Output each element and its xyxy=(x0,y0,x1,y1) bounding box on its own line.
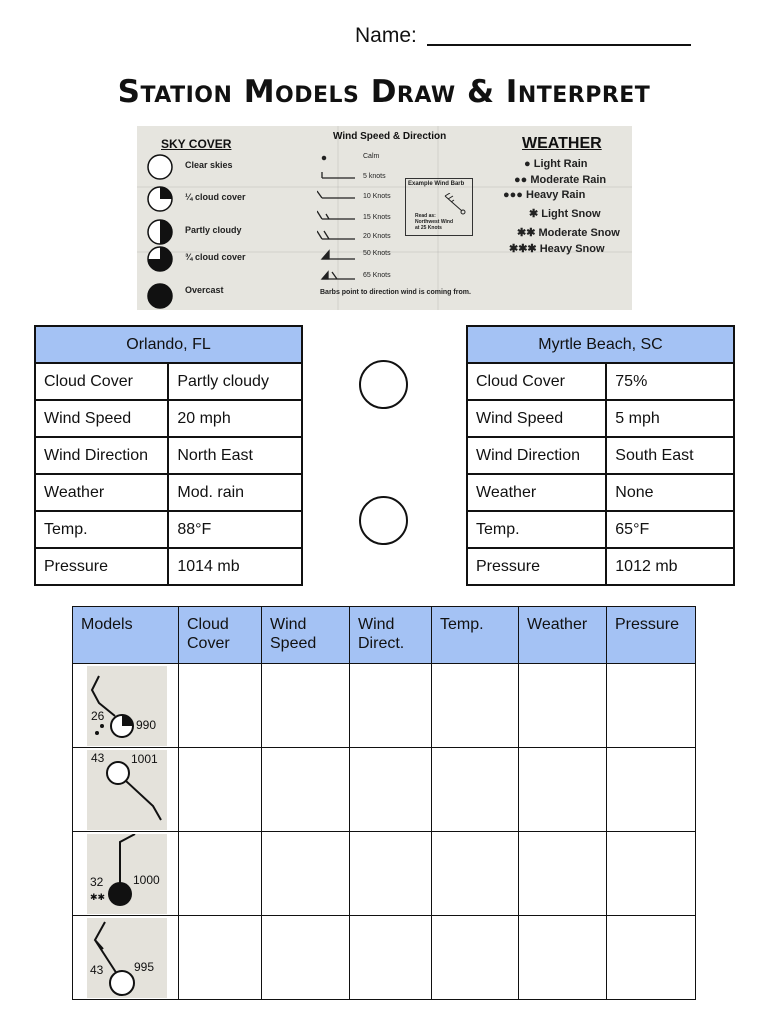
answer-cell[interactable] xyxy=(432,748,519,832)
table-row xyxy=(73,832,696,916)
weather-item-light-rain: ● Light Rain xyxy=(524,158,588,170)
sky-item-three-quarter: ¾ cloud cover xyxy=(185,252,246,262)
table-row xyxy=(73,664,696,748)
answer-cell[interactable] xyxy=(432,664,519,748)
orlando-city: Orlando, FL xyxy=(35,326,302,363)
answer-cell[interactable] xyxy=(179,832,262,916)
station-model-2 xyxy=(87,750,167,830)
light-rain-icon: ● xyxy=(524,158,531,170)
weather-item-moderate-rain: ●● Moderate Rain xyxy=(514,174,607,186)
model-1-temp: 26 xyxy=(91,709,105,723)
row-label: Weather xyxy=(35,474,168,511)
heavy-snow-icon: ✱✱✱ xyxy=(509,243,537,255)
model-1-pressure: 990 xyxy=(136,718,157,732)
table-row xyxy=(467,511,734,548)
row-value: 20 mph xyxy=(168,400,302,437)
model-4-pressure: 995 xyxy=(134,960,155,974)
row-label: Cloud Cover xyxy=(35,363,168,400)
row-label: Wind Speed xyxy=(35,400,168,437)
sky-cover-symbols xyxy=(144,151,178,310)
answer-cell[interactable] xyxy=(519,664,607,748)
row-label: Wind Direction xyxy=(467,437,606,474)
col-header-pressure: Pressure xyxy=(607,607,696,664)
model-3-pressure: 1000 xyxy=(133,873,160,887)
myrtle-city: Myrtle Beach, SC xyxy=(467,326,734,363)
answer-cell[interactable] xyxy=(179,748,262,832)
row-label: Temp. xyxy=(35,511,168,548)
answer-cell[interactable] xyxy=(350,832,432,916)
example-wind-barb-box xyxy=(405,178,473,236)
sky-item-clear: Clear skies xyxy=(185,160,233,170)
model-2-pressure: 1001 xyxy=(131,752,158,766)
wind-item-50: 50 Knots xyxy=(363,250,391,257)
answer-cell[interactable] xyxy=(262,664,350,748)
row-value: 88°F xyxy=(168,511,302,548)
wind-heading: Wind Speed & Direction xyxy=(333,131,447,142)
weather-item-heavy-rain: ●●● Heavy Rain xyxy=(503,189,586,201)
table-row xyxy=(35,474,302,511)
answer-cell[interactable] xyxy=(519,748,607,832)
weather-heading: WEATHER xyxy=(522,135,602,152)
example-speed: at 25 Knots xyxy=(415,225,442,231)
col-header-wind-direction: Wind Direct. xyxy=(350,607,432,664)
row-value: 65°F xyxy=(606,511,734,548)
station-model-3 xyxy=(87,834,167,914)
answer-cell[interactable] xyxy=(179,916,262,1000)
col-header-weather: Weather xyxy=(519,607,607,664)
sky-item-overcast: Overcast xyxy=(185,285,224,295)
table-row xyxy=(35,363,302,400)
myrtle-station-model-circle[interactable] xyxy=(359,496,408,545)
wind-item-20: 20 Knots xyxy=(363,233,391,240)
row-label: Wind Speed xyxy=(467,400,606,437)
row-value: 1012 mb xyxy=(606,548,734,585)
table-row xyxy=(73,748,696,832)
answer-cell[interactable] xyxy=(179,664,262,748)
answer-cell[interactable] xyxy=(350,748,432,832)
table-row xyxy=(467,474,734,511)
row-value: 5 mph xyxy=(606,400,734,437)
table-row xyxy=(467,363,734,400)
row-label: Pressure xyxy=(35,548,168,585)
answer-cell[interactable] xyxy=(519,916,607,1000)
model-2-temp: 43 xyxy=(91,751,105,765)
answer-cell[interactable] xyxy=(607,916,696,1000)
clear-skies-icon xyxy=(148,155,172,179)
col-header-cloud-cover: Cloud Cover xyxy=(179,607,262,664)
example-title: Example Wind Barb xyxy=(408,181,465,187)
model-cell xyxy=(73,916,179,1000)
answer-cell[interactable] xyxy=(607,748,696,832)
heavy-rain-icon: ●●● xyxy=(503,189,523,201)
answer-cell[interactable] xyxy=(432,916,519,1000)
wind-note: Barbs point to direction wind is coming from. xyxy=(320,289,471,296)
table-row xyxy=(467,437,734,474)
row-label: Weather xyxy=(467,474,606,511)
model-4-temp: 43 xyxy=(90,963,104,977)
table-row xyxy=(35,548,302,585)
weather-item-moderate-snow: ✱✱ Moderate Snow xyxy=(517,227,620,239)
light-snow-icon: ✱ xyxy=(529,208,539,220)
model-cell xyxy=(73,664,179,748)
answer-cell[interactable] xyxy=(262,916,350,1000)
row-value: 75% xyxy=(606,363,734,400)
table-row xyxy=(35,400,302,437)
name-label: Name: xyxy=(355,24,417,47)
moderate-snow-icon: ✱✱ xyxy=(517,227,536,239)
wind-item-10: 10 Knots xyxy=(363,193,391,200)
orlando-station-model-circle[interactable] xyxy=(359,360,408,409)
row-value: North East xyxy=(168,437,302,474)
answer-cell[interactable] xyxy=(262,832,350,916)
row-value: South East xyxy=(606,437,734,474)
row-value: None xyxy=(606,474,734,511)
models-table xyxy=(72,606,696,1000)
wind-barb-symbols xyxy=(317,148,367,288)
station-model-1 xyxy=(87,666,167,746)
sky-item-partly: Partly cloudy xyxy=(185,225,242,235)
sky-item-quarter: ¼ cloud cover xyxy=(185,192,246,202)
answer-cell[interactable] xyxy=(519,832,607,916)
answer-cell[interactable] xyxy=(607,664,696,748)
overcast-icon xyxy=(148,284,172,308)
table-row xyxy=(467,400,734,437)
model-cell xyxy=(73,832,179,916)
wind-item-calm: Calm xyxy=(363,153,380,160)
answer-cell[interactable] xyxy=(607,832,696,916)
name-answer-line[interactable] xyxy=(427,44,691,46)
row-value: 1014 mb xyxy=(168,548,302,585)
orlando-table xyxy=(34,325,303,586)
wind-item-15: 15 Knots xyxy=(363,214,391,221)
col-header-temp: Temp. xyxy=(432,607,519,664)
answer-cell[interactable] xyxy=(262,748,350,832)
table-row xyxy=(35,511,302,548)
model-cell xyxy=(73,748,179,832)
row-label: Cloud Cover xyxy=(467,363,606,400)
page-title: Station Models Draw & Interpret xyxy=(117,74,651,110)
answer-cell[interactable] xyxy=(350,664,432,748)
wind-item-5: 5 knots xyxy=(363,173,386,180)
sky-cover-heading: SKY COVER xyxy=(161,137,232,151)
table-row xyxy=(73,916,696,1000)
row-label: Wind Direction xyxy=(35,437,168,474)
example-read-as: Read as: xyxy=(415,213,436,219)
row-label: Pressure xyxy=(467,548,606,585)
moderate-rain-icon: ●● xyxy=(514,174,528,186)
answer-cell[interactable] xyxy=(432,832,519,916)
row-value: Partly cloudy xyxy=(168,363,302,400)
model-3-weather: ✱✱ xyxy=(90,893,106,903)
legend-key-image xyxy=(137,126,632,310)
weather-item-light-snow: ✱ Light Snow xyxy=(529,208,601,220)
model-3-temp: 32 xyxy=(90,875,104,889)
col-header-models: Models xyxy=(73,607,179,664)
wind-item-65: 65 Knots xyxy=(363,272,391,279)
table-row xyxy=(467,548,734,585)
weather-item-heavy-snow: ✱✱✱ Heavy Snow xyxy=(509,243,605,255)
example-direction: Northwest Wind xyxy=(415,219,454,225)
row-value: Mod. rain xyxy=(168,474,302,511)
table-row xyxy=(35,437,302,474)
example-barb-icon xyxy=(442,193,470,217)
station-model-4 xyxy=(87,918,167,998)
myrtle-table xyxy=(466,325,735,586)
row-label: Temp. xyxy=(467,511,606,548)
col-header-wind-speed: Wind Speed xyxy=(262,607,350,664)
answer-cell[interactable] xyxy=(350,916,432,1000)
